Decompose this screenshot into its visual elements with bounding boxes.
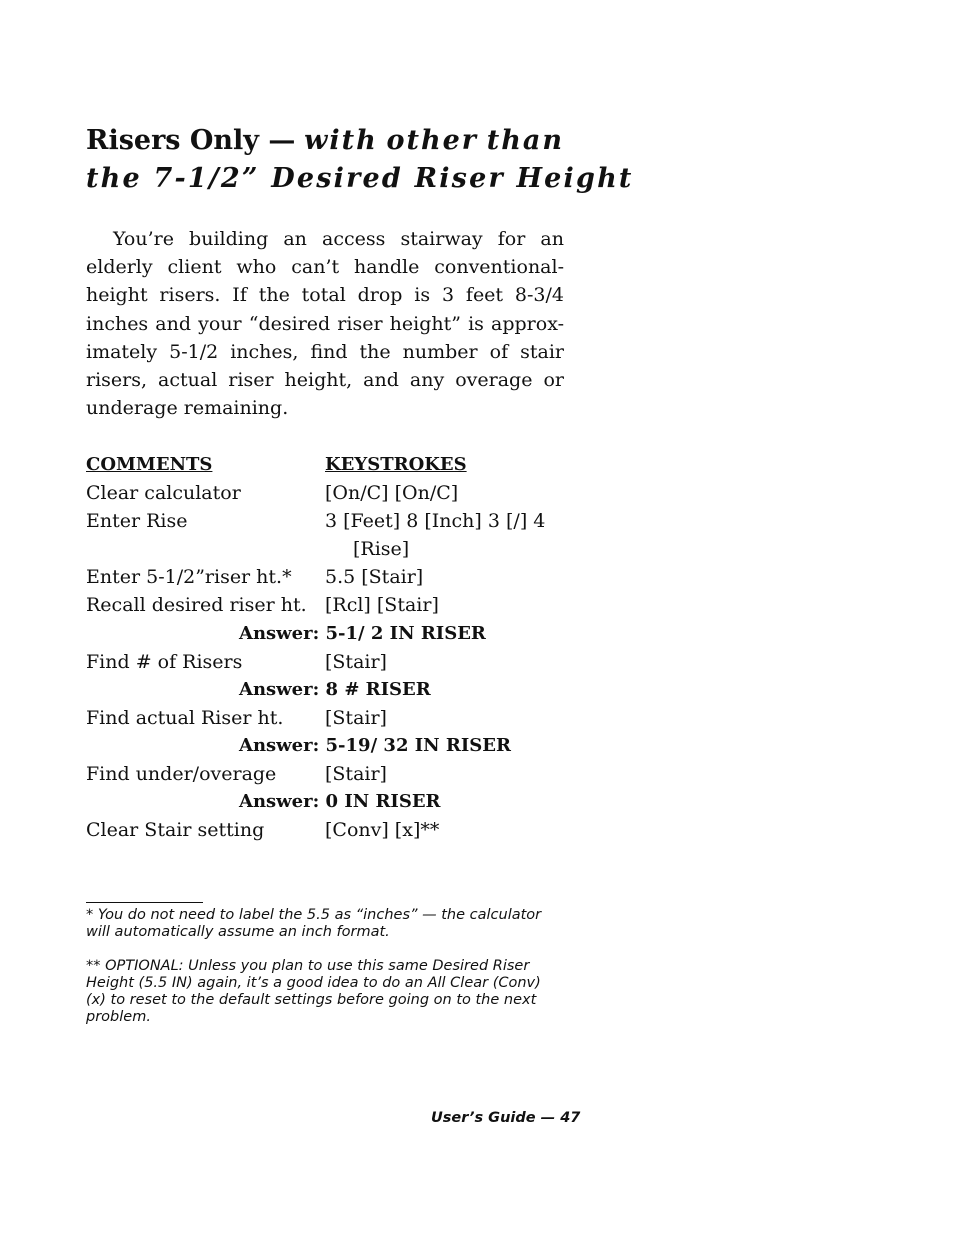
intro-paragraph: You’re building an access stairway for an elderly client who can’t handle conventional-height risers. If the total drop is 3 feet 8-3/4 inches and your “desired riser height” is approx-imately 5-1/2 inches, find the number of stair risers, actual riser height, and any overage or underage remaining. xyxy=(86,228,564,420)
keystrokes-header: KEYSTROKES xyxy=(325,454,467,475)
keys-cell: [On/C] [On/C] xyxy=(325,482,459,505)
comment-cell: Recall desired riser ht. xyxy=(86,594,307,617)
keys-cell-continued: [Rise] xyxy=(353,538,410,561)
comment-cell: Find under/overage xyxy=(86,763,277,786)
comment-cell: Find actual Riser ht. xyxy=(86,706,284,729)
title-italic-word: than xyxy=(486,125,564,156)
title-italic-word: with xyxy=(304,125,378,156)
table-row xyxy=(86,591,566,619)
answer-line: Answer: 5-1/ 2 IN RISER xyxy=(239,622,486,644)
footnote-1: * You do not need to label the 5.5 as “inches” — the calculator will automatically assume an inch format. xyxy=(86,907,542,940)
table-header xyxy=(86,450,566,479)
table-row xyxy=(86,760,566,788)
table-row xyxy=(86,563,566,591)
table-row xyxy=(86,648,566,676)
keys-cell: [Stair] xyxy=(325,763,387,786)
keys-cell: 3 [Feet] 8 [Inch] 3 [/] 4 xyxy=(325,510,546,533)
table-row xyxy=(86,704,566,732)
table-row xyxy=(86,816,566,844)
comment-cell: Enter 5-1/2”riser ht.* xyxy=(86,566,292,589)
comment-cell: Enter Rise xyxy=(86,510,188,533)
title-line-1 xyxy=(86,122,564,160)
keystroke-table xyxy=(86,450,566,844)
footnote-2: ** OPTIONAL: Unless you plan to use this same Desired Riser Height (5.5 IN) again, it’s a good idea to do an All Clear (Conv) (x) to reset to the default settings before going on to the next problem. xyxy=(86,958,541,1025)
answer-line: Answer: 8 # RISER xyxy=(239,678,431,700)
answer-line: Answer: 0 IN RISER xyxy=(239,791,441,813)
comment-cell: Clear Stair setting xyxy=(86,819,265,842)
answer-line: Answer: 5-19/ 32 IN RISER xyxy=(239,734,511,756)
keys-cell: [Stair] xyxy=(325,706,387,729)
title-line-2: the 7-1/2” Desired Riser Height xyxy=(86,163,634,194)
comments-header: COMMENTS xyxy=(86,454,213,475)
keys-cell: 5.5 [Stair] xyxy=(325,566,424,589)
keys-cell: [Conv] [x]** xyxy=(325,819,440,842)
section-title xyxy=(86,122,634,198)
table-row xyxy=(86,507,566,563)
title-italic-word: other xyxy=(386,125,478,156)
keys-cell: [Rcl] [Stair] xyxy=(325,594,439,617)
title-bold-part: Risers Only — xyxy=(86,125,296,156)
table-row xyxy=(86,479,566,507)
footnote-divider xyxy=(86,902,203,903)
keys-cell: [Stair] xyxy=(325,650,387,673)
comment-cell: Find # of Risers xyxy=(86,650,243,673)
comment-cell: Clear calculator xyxy=(86,482,241,505)
page-footer: User’s Guide — 47 xyxy=(431,1110,581,1126)
